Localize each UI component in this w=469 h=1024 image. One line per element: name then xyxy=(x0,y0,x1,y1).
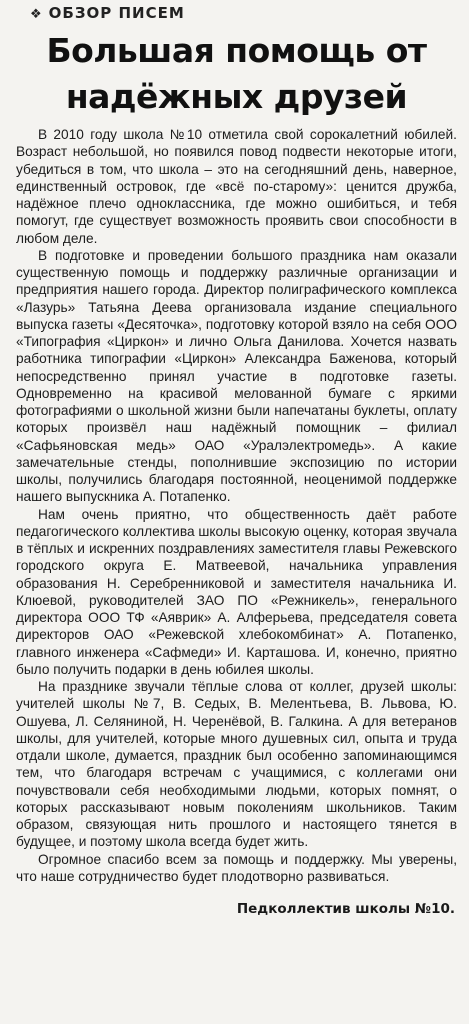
article-body xyxy=(16,126,457,885)
rubric-header xyxy=(30,4,457,22)
rubric-marker-icon: ❖ xyxy=(30,7,43,22)
paragraph-1: В 2010 году школа №10 отметила свой сорокалетний юбилей. Возраст небольшой, но появился повод подвести некоторые итоги, убедиться в том, что школа – это на сегодняшний день, наверное, единственный островок, где «всё по-старому»: ценится дружба, надёжное плечо одноклассника, где можно ошибиться, и тебя помогут, где существует возможность проявить свои способности в любом деле. xyxy=(16,127,457,246)
paragraph-4: На празднике звучали тёплые слова от коллег, друзей школы: учителей школы №7, В. Седых, В. Мелентьева, В. Львова, Ю. Ошуева, Л. Селяниной, Н. Черенёвой, В. Галкина. А для ветеранов школы, для учителей, которые много душевных сил, опыта и труда отдали школе, думается, праздник был особенно запоминающимся тем, что благодаря встречам с учащимися, с коллегами они почувствовали себя необходимыми людьми, которых помнят, о которых рассказывают новым поколениям школьников. Таким образом, связующая нить прошлого и настоящего тянется в будущее, и поэтому школа всегда будет жить. xyxy=(16,679,457,850)
article-headline xyxy=(16,28,457,120)
paragraph-2: В подготовке и проведении большого праздника нам оказали существенную помощь и поддержку различные организации и предприятия нашего города. Директор полиграфического комплекса «Лазурь» Татьяна Деева организовала издание специального выпуска газеты «Десяточка», подготовку которой взяло на себя ООО «Типография «Циркон» и лично Ольга Данилова. Хочется назвать работника типографии «Циркон» Александра Баженова, который непосредственно принял участие в подготовке газеты. Одновременно на красивой мелованной бумаге с яркими фотографиями о школьной жизни были напечатаны буклеты, оплату которых произвёл наш надёжный помощник – филиал «Сафьяновская медь» ОАО «Уралэлектромедь». А какие замечательные стенды, пополнившие экспозицию по истории школы, получились благодаря постоянной, неоценимой поддержке нашего выпускника А. Потапенко. xyxy=(16,247,457,505)
rubric-label: ОБЗОР ПИСЕМ xyxy=(48,4,185,22)
paragraph-5: Огромное спасибо всем за помощь и поддержку. Мы уверены, что наше сотрудничество будет плодотворно развиваться. xyxy=(16,851,457,884)
headline-line-1: Большая помощь от xyxy=(46,31,427,70)
paragraph-3: Нам очень приятно, что общественность даёт работе педагогического коллектива школы высокую оценку, которая звучала в тёплых и искренних поздравлениях заместителя главы Режевского городского округа Е. Матвеевой, начальника управления образования Н. Серебренниковой и заместителя начальника И. Клюевой, руководителей ЗАО ПО «Режникель», генерального директора ООО ТФ «Аяврик» А. Алферьева, председателя совета директоров ОАО «Режевской хлебокомбинат» А. Потапенко, главного инженера «Сафмеди» И. Карташова. И, конечно, приятно было получить подарки в день юбилея школы. xyxy=(16,506,457,677)
article-signature: Педколлектив школы №10. xyxy=(236,901,455,917)
headline-line-2: надёжных друзей xyxy=(65,77,408,116)
